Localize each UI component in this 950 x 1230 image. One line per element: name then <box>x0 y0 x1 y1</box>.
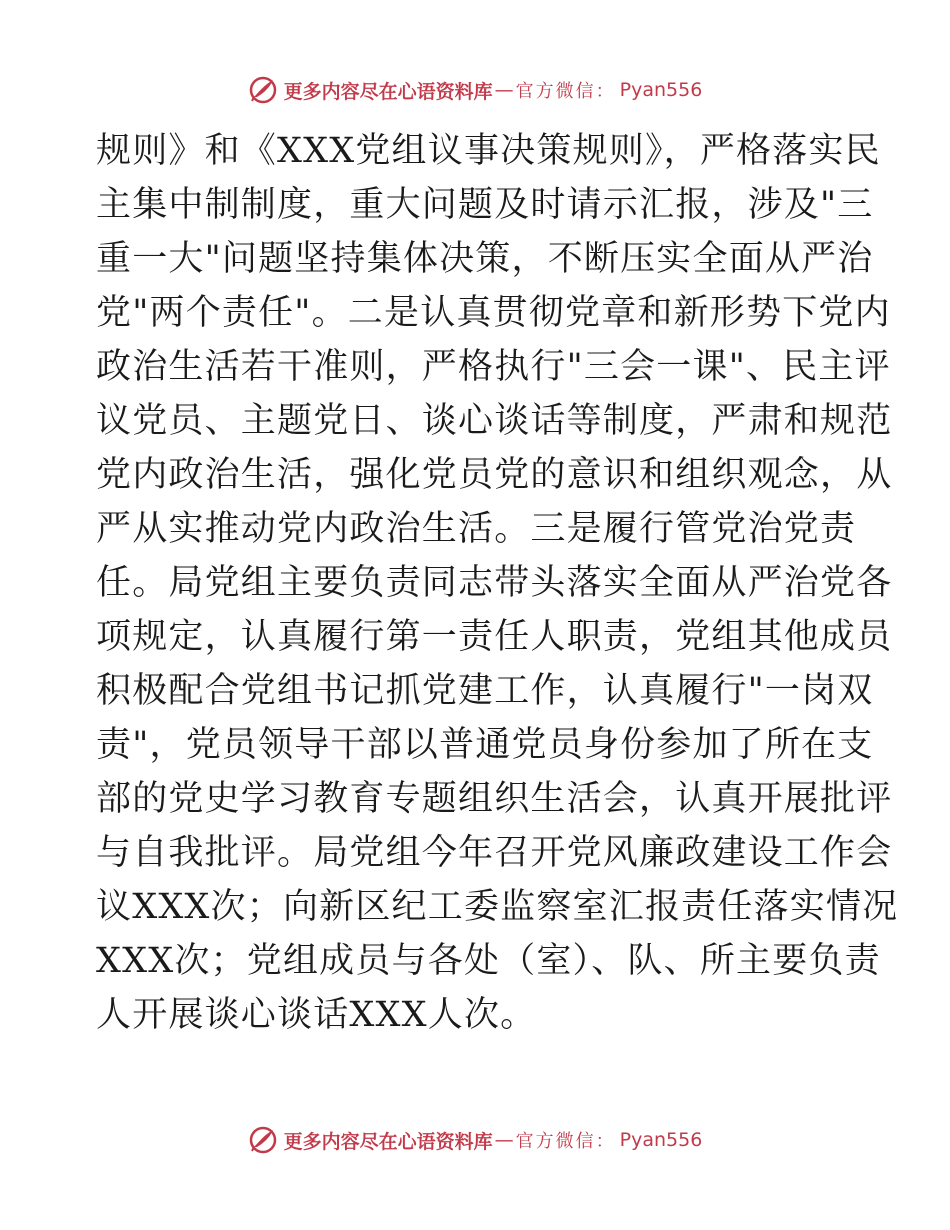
body-line: 人开展谈心谈话XXX人次。 <box>96 995 537 1035</box>
quill-pen-circle-icon <box>248 1125 278 1155</box>
banner-separator: — <box>494 79 514 101</box>
banner-sub-text: 官方微信： <box>515 1131 616 1152</box>
banner-main-text: 更多内容尽在心语资料库 <box>283 1130 493 1153</box>
header-banner <box>0 70 950 110</box>
quill-pen-circle-icon <box>248 75 278 105</box>
body-line: 重一大"问题坚持集体决策，不断压实全面从严治 <box>96 239 874 279</box>
banner-wechat-id: Pyan556 <box>619 1129 703 1151</box>
body-line: 任。局党组主要负责同志带头落实全面从严治党各 <box>96 563 893 603</box>
body-line: 严从实推动党内政治生活。三是履行管党治党责 <box>96 509 857 549</box>
body-line: 积极配合党组书记抓党建工作，认真履行"一岗双 <box>96 671 874 711</box>
banner-separator: — <box>494 1129 514 1151</box>
footer-banner <box>0 1120 950 1160</box>
body-line: XXX次；党组成员与各处（室）、队、所主要负责 <box>96 941 881 981</box>
banner-wechat-id: Pyan556 <box>619 79 703 101</box>
body-line: 主集中制制度，重大问题及时请示汇报，涉及"三 <box>96 185 874 225</box>
body-line: 项规定，认真履行第一责任人职责，党组其他成员 <box>96 617 893 657</box>
body-line: 部的党史学习教育专题组织生活会，认真开展批评 <box>96 779 893 819</box>
body-line: 党内政治生活，强化党员党的意识和组织观念，从 <box>96 455 893 495</box>
body-line: 与自我批评。局党组今年召开党风廉政建设工作会 <box>96 833 893 873</box>
document-body <box>96 124 899 1042</box>
body-line: 责"，党员领导干部以普通党员身份参加了所在支 <box>96 725 874 765</box>
body-line: 政治生活若干准则，严格执行"三会一课"、民主评 <box>96 347 891 387</box>
body-line: 议党员、主题党日、谈心谈话等制度，严肃和规范 <box>96 401 893 441</box>
body-line: 议XXX次；向新区纪工委监察室汇报责任落实情况 <box>96 887 899 927</box>
banner-sub-text: 官方微信： <box>515 81 616 102</box>
body-line: 党"两个责任"。二是认真贯彻党章和新形势下党内 <box>96 293 891 333</box>
body-line: 规则》和《XXX党组议事决策规则》，严格落实民 <box>96 131 881 171</box>
banner-main-text: 更多内容尽在心语资料库 <box>283 80 493 103</box>
